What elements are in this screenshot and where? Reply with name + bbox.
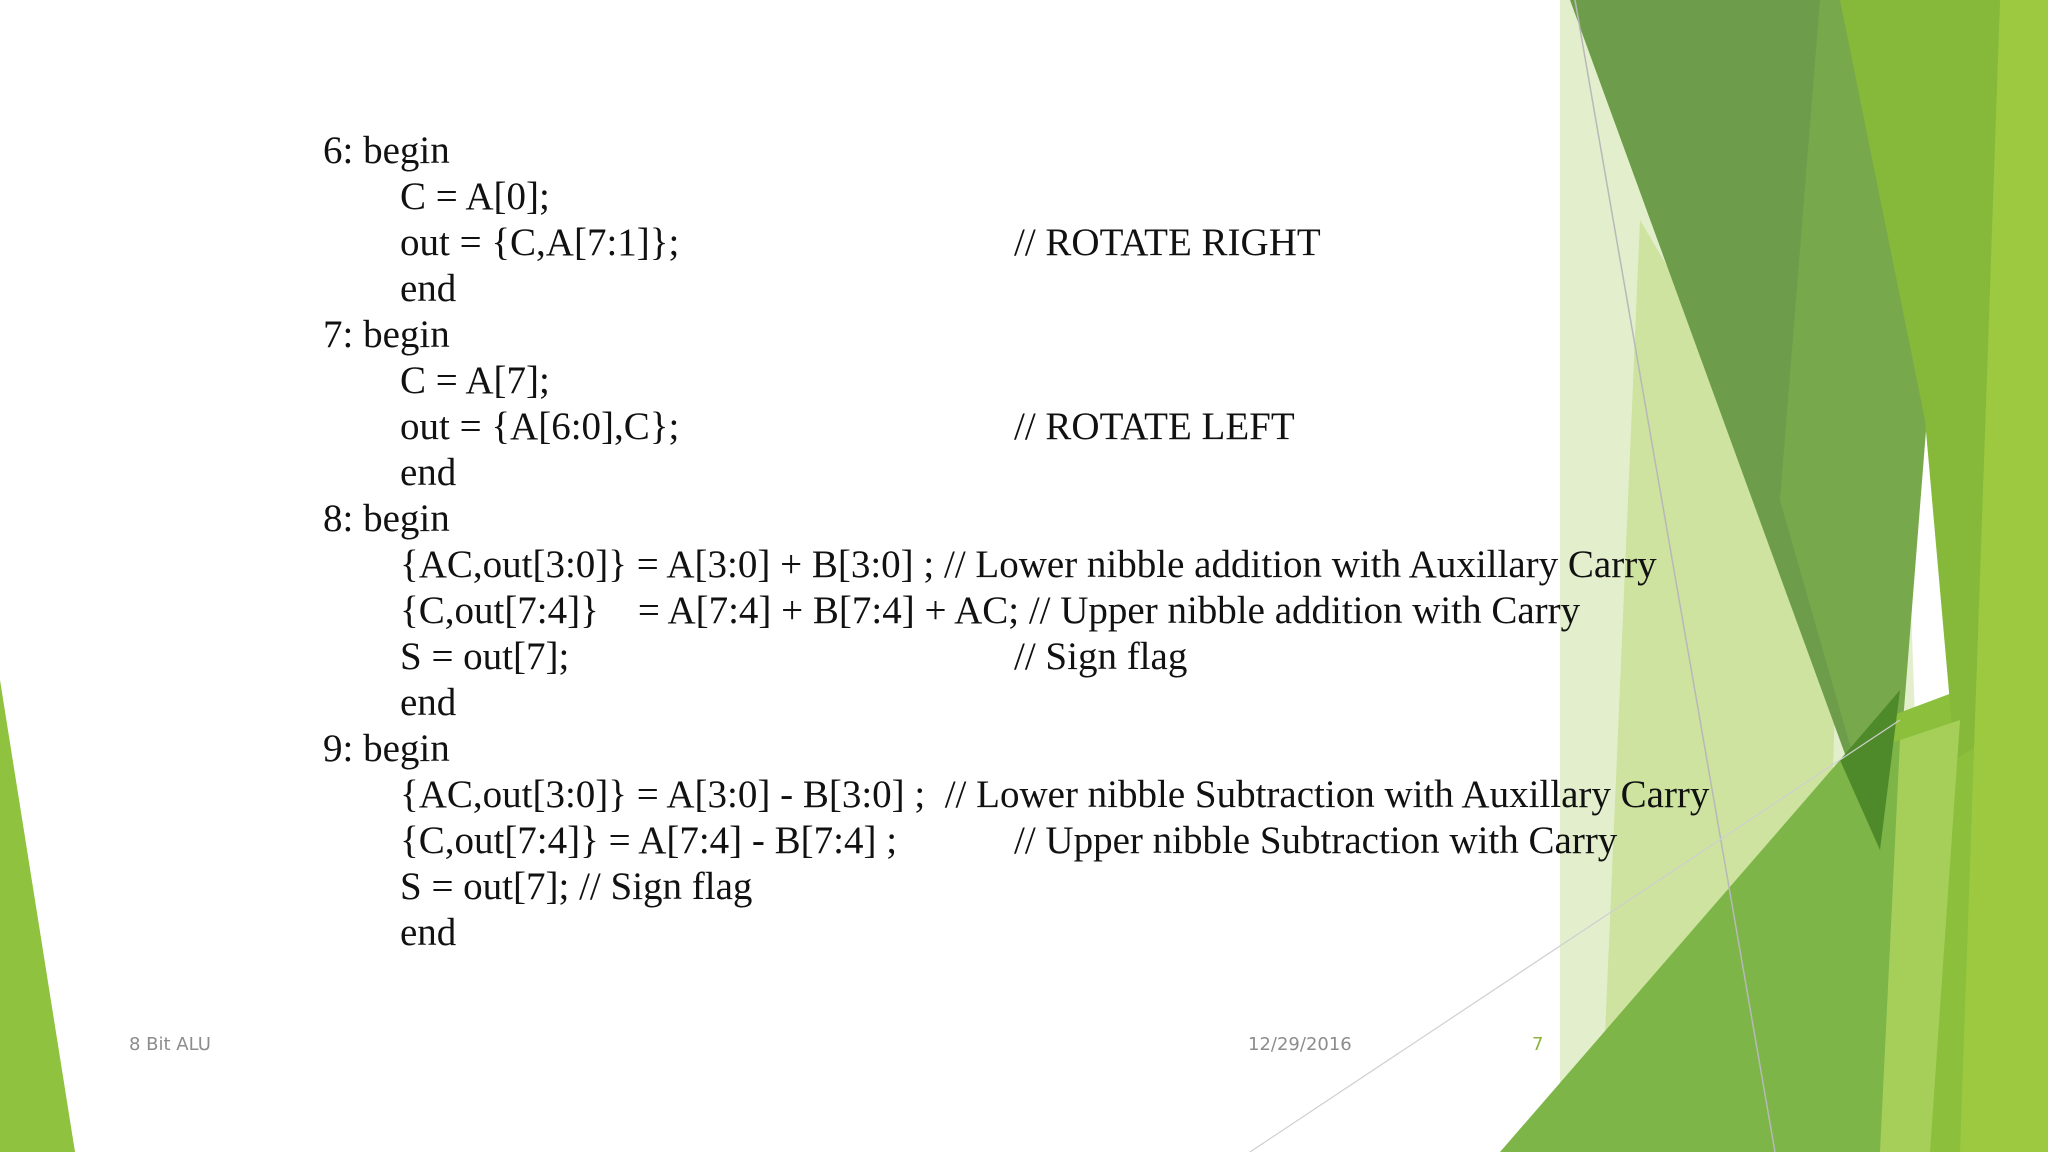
code-line <box>0 910 2048 956</box>
code-statement: {AC,out[3:0]} = A[3:0] + B[3:0] ; // Lower nibble addition with Auxillary Carry <box>400 543 1657 586</box>
page-number: 7 <box>1532 1034 1544 1055</box>
footer-title: 8 Bit ALU <box>129 1034 211 1055</box>
code-comment: // ROTATE LEFT <box>1014 405 1295 448</box>
code-statement: C = A[0]; <box>400 175 550 218</box>
code-line <box>0 726 2048 772</box>
code-line <box>0 450 2048 496</box>
code-comment: // Upper nibble Subtraction with Carry <box>1014 819 1618 862</box>
code-statement: 6: begin <box>323 129 450 172</box>
code-statement: 8: begin <box>323 497 450 540</box>
code-line <box>0 496 2048 542</box>
code-comment: // Sign flag <box>1014 635 1188 678</box>
code-line <box>0 266 2048 312</box>
code-statement: out = {A[6:0],C}; <box>400 405 680 448</box>
code-statement: end <box>400 267 457 310</box>
code-line <box>0 542 2048 588</box>
code-statement: {C,out[7:4]} = A[7:4] + B[7:4] + AC; // Upper nibble addition with Carry <box>400 589 1581 632</box>
code-line <box>0 818 2048 864</box>
code-line <box>0 174 2048 220</box>
code-line <box>0 358 2048 404</box>
code-line <box>0 128 2048 174</box>
code-statement: S = out[7]; // Sign flag <box>400 865 753 908</box>
code-line <box>0 588 2048 634</box>
code-statement: end <box>400 911 457 954</box>
code-line <box>0 220 2048 266</box>
code-line <box>0 680 2048 726</box>
code-line <box>0 312 2048 358</box>
code-statement: {C,out[7:4]} = A[7:4] - B[7:4] ; <box>400 819 898 862</box>
code-statement: 9: begin <box>323 727 450 770</box>
code-statement: end <box>400 681 457 724</box>
footer-date: 12/29/2016 <box>1248 1034 1352 1055</box>
code-statement: 7: begin <box>323 313 450 356</box>
code-statement: {AC,out[3:0]} = A[3:0] - B[3:0] ; // Lower nibble Subtraction with Auxillary Carry <box>400 773 1710 816</box>
code-statement: out = {C,A[7:1]}; <box>400 221 680 264</box>
code-line <box>0 404 2048 450</box>
code-statement: C = A[7]; <box>400 359 550 402</box>
code-line <box>0 634 2048 680</box>
code-line <box>0 864 2048 910</box>
code-line <box>0 772 2048 818</box>
code-statement: end <box>400 451 457 494</box>
code-statement: S = out[7]; <box>400 635 570 678</box>
code-comment: // ROTATE RIGHT <box>1014 221 1321 264</box>
